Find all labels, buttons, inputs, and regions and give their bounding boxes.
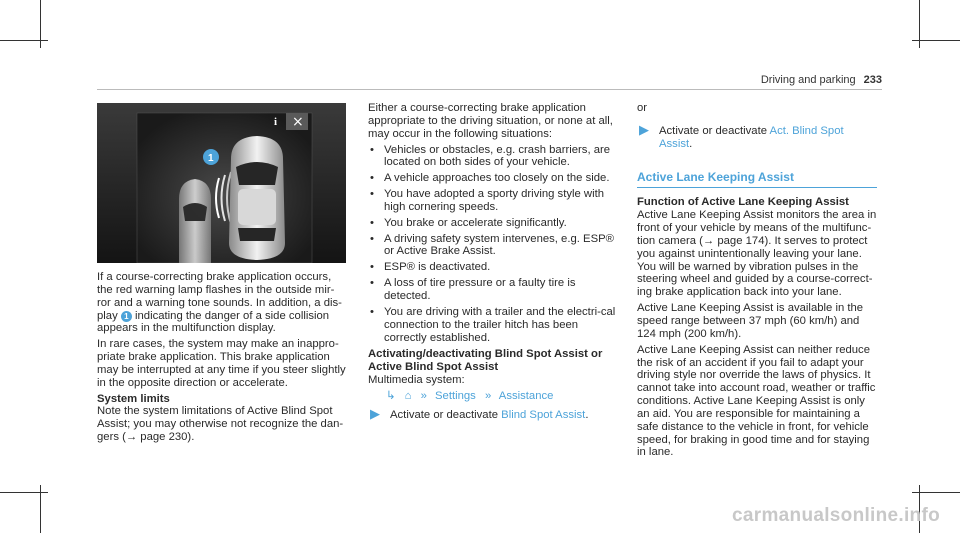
paragraph-collision-warning <box>97 271 347 335</box>
callout-1-label: 1 <box>208 153 214 164</box>
header-rule <box>97 89 882 90</box>
or-text: or <box>637 102 648 114</box>
paragraph-system-limits: Note the system limitations of Active Blind Spot Assist; you may otherwise not recognize the dan-gers (→ page 230). <box>97 405 344 444</box>
list-item: • A driving safety system intervenes, e.g. ESP® or Active Brake Assist. <box>368 233 620 259</box>
callout-1 <box>203 149 219 165</box>
menu-item-assistance[interactable]: Assistance <box>498 389 554 402</box>
link-act-blind-spot-assist[interactable]: Act. Blind Spot Assist <box>659 124 844 150</box>
info-icon-glyph: i <box>274 116 278 128</box>
heading-activating-blind-spot: Activating/deactivating Blind Spot Assist or Active Blind Spot Assist <box>368 348 603 374</box>
list-item: • A vehicle approaches too closely on the side. <box>368 172 620 185</box>
text: indicating the danger of a side collision appears in the multifunction display. <box>97 309 330 335</box>
step-text: Activate or deactivate <box>390 408 499 421</box>
heading-system-limits: System limits <box>97 392 170 405</box>
text: If a course-correcting brake application occurs, the red warning lamp flashes in the outside mir-ror and a warning tone sounds. In addition, a dis-play <box>97 271 342 322</box>
crop-mark <box>912 492 960 493</box>
step-end: . <box>689 137 693 150</box>
paragraph-lane-keeping-speed: Active Lane Keeping Assist is available in the speed range between 37 mph (60 km/h) and 124 mph (200 km/h). <box>637 302 864 340</box>
crop-mark <box>0 492 48 493</box>
menu-path <box>386 390 620 403</box>
running-header <box>761 74 882 86</box>
return-arrow-icon: ↳ <box>386 389 396 402</box>
list-item: • Vehicles or obstacles, e.g. crash barriers, are located on both sides of your vehicle. <box>368 144 620 170</box>
section-title-lane-keeping: Active Lane Keeping Assist <box>637 171 877 189</box>
close-icon-glyph: × <box>292 114 304 130</box>
list-item: • You are driving with a trailer and the electri-cal connection to the trailer hitch has been correctly established. <box>368 306 620 345</box>
paragraph-lane-keeping-function: Active Lane Keeping Assist monitors the area in front of your vehicle by means of the multifunc-tion camera (→ page 174). It serves to protect you against unintentionally leaving your lane. You will be warned by vibration pulses in the steering wheel and guided by a course-correct-ing brake application back into your lane. <box>637 209 877 299</box>
list-item: • You have adopted a sporty driving style with high cornering speeds. <box>368 188 620 214</box>
info-icon[interactable] <box>274 116 277 128</box>
header-section: Driving and parking <box>760 74 856 86</box>
step-active-blind-spot-assist <box>637 121 877 151</box>
list-item: • A loss of tire pressure or a faulty tire is detected. <box>368 277 620 303</box>
menu-item-settings[interactable]: Settings <box>435 389 476 402</box>
paragraph-inappropriate-brake: In rare cases, the system may make an inappro-priate brake application. This brake application may be interrupted at any time if you steer slightly in the opposite direction or accelerate. <box>97 338 346 389</box>
step-arrow-icon: ▶ <box>370 405 380 421</box>
step-end: . <box>585 408 589 421</box>
situations-list <box>368 144 620 345</box>
heading-function-lane-keeping: Function of Active Lane Keeping Assist <box>637 196 849 209</box>
step-arrow-icon: ▶ <box>639 121 649 137</box>
paragraph-lane-keeping-limits: Active Lane Keeping Assist can neither reduce the risk of an accident if you fail to adapt your driving style nor override the laws of physics. It cannot take into account road, weather or traffic conditions. Active Lane Keeping Assist is only an aid. You are responsible for maintaining a safe distance to the vehicle in front, for vehicle speed, for braking in good time and for staying in lane. <box>637 343 876 459</box>
crop-mark <box>0 40 48 41</box>
step-text: Activate or deactivate <box>659 124 768 137</box>
other-vehicle-icon <box>179 179 211 263</box>
blind-spot-figure <box>97 103 346 263</box>
callout-1-badge: 1 <box>121 311 132 322</box>
list-item: • ESP® is deactivated. <box>368 261 620 274</box>
double-chevron-icon: » <box>484 389 492 402</box>
paragraph-situations-intro: Either a course-correcting brake application appropriate to the driving situation, or none at all, may occur in the following situations: <box>368 102 613 140</box>
left-column <box>97 271 347 444</box>
crop-mark <box>912 40 960 41</box>
step-blind-spot-assist <box>368 405 620 422</box>
multimedia-label: Multimedia system: <box>368 374 465 387</box>
list-item: • You brake or accelerate significantly. <box>368 217 620 230</box>
link-blind-spot-assist[interactable]: Blind Spot Assist <box>501 408 586 421</box>
watermark: carmanualsonline.info <box>732 505 940 526</box>
middle-column <box>368 102 620 428</box>
home-icon[interactable]: ⌂ <box>404 389 412 402</box>
own-vehicle-icon <box>229 136 285 260</box>
right-column <box>637 102 877 459</box>
close-icon[interactable] <box>286 113 308 130</box>
page-number: 233 <box>863 74 882 86</box>
double-chevron-icon: » <box>420 389 427 402</box>
